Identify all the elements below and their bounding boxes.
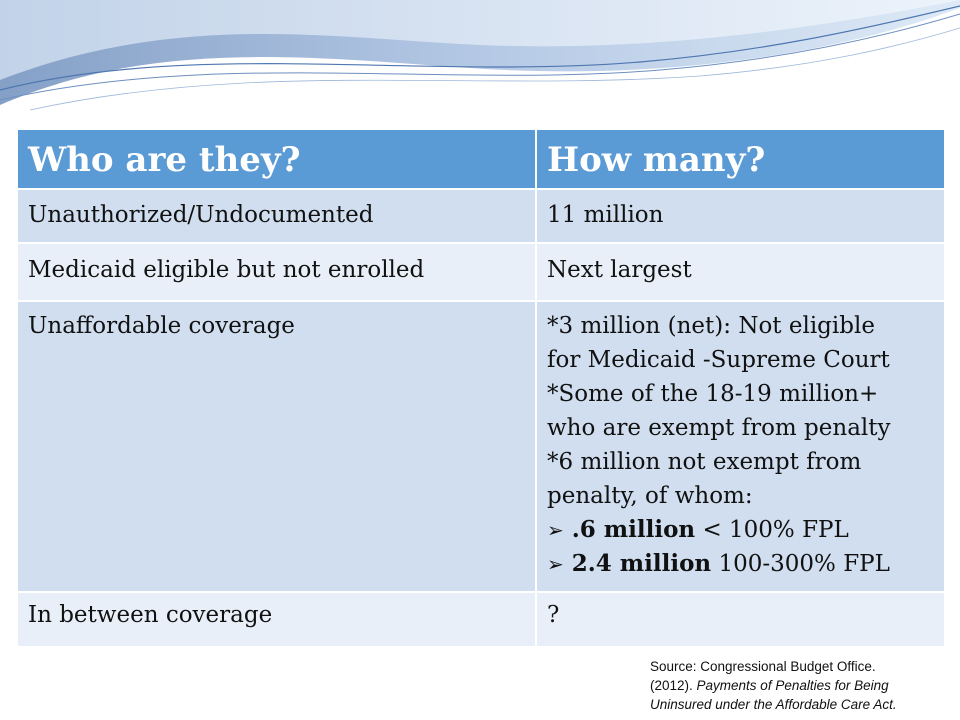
- count-line: penalty, of whom:: [547, 483, 753, 509]
- header-how-many: How many?: [536, 129, 945, 189]
- count-line: who are exempt from penalty: [547, 415, 891, 441]
- count-line: for Medicaid -Supreme Court: [547, 347, 890, 373]
- bullet-item: [547, 513, 934, 547]
- count-line: *6 million not exempt from: [547, 449, 862, 475]
- source-line1: Source: Congressional Budget Office.: [650, 659, 876, 674]
- count-line: *3 million (net): Not eligible: [547, 313, 875, 339]
- header-wave-decoration: [0, 0, 960, 120]
- cell-who: Unauthorized/Undocumented: [17, 189, 536, 243]
- bullet-text: 100-300% FPL: [711, 551, 890, 577]
- cell-count: 11 million: [536, 189, 945, 243]
- cell-who: Unaffordable coverage: [17, 301, 536, 592]
- cell-count: [536, 301, 945, 592]
- header-who: Who are they?: [17, 129, 536, 189]
- table-header-row: [17, 129, 945, 189]
- table-row: [17, 592, 945, 647]
- source-title-part1: Payments of Penalties for Being: [696, 678, 889, 693]
- cell-count: ?: [536, 592, 945, 647]
- bullet-item: [547, 547, 934, 581]
- table-row: [17, 243, 945, 301]
- source-title-part2: Uninsured under the Affordable Care Act.: [650, 697, 897, 712]
- cell-who: Medicaid eligible but not enrolled: [17, 243, 536, 301]
- count-line: *Some of the 18-19 million+: [547, 381, 879, 407]
- bullet-text: < 100% FPL: [695, 517, 849, 543]
- cell-who: In between coverage: [17, 592, 536, 647]
- arrow-bullet-icon: ➢: [547, 518, 564, 542]
- source-year: (2012).: [650, 678, 697, 693]
- table-row: [17, 189, 945, 243]
- bullet-bold: .6 million: [571, 516, 696, 543]
- cell-count: Next largest: [536, 243, 945, 301]
- coverage-table: [16, 128, 946, 648]
- table-row: [17, 301, 945, 592]
- arrow-bullet-icon: ➢: [547, 552, 564, 576]
- bullet-bold: 2.4 million: [571, 550, 712, 577]
- source-citation: [650, 657, 950, 714]
